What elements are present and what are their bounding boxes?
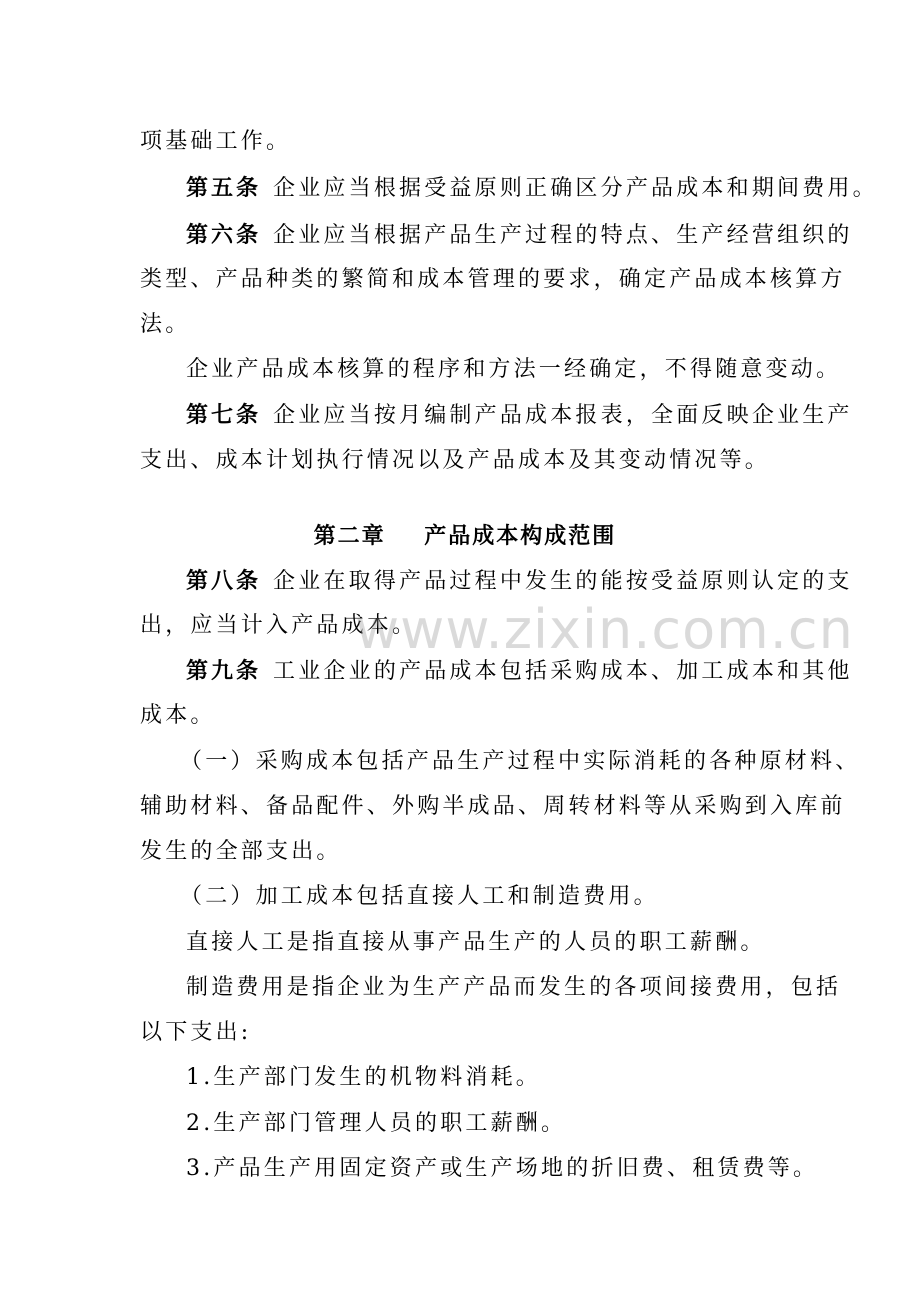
article-9-line-1: 工业企业的产品成本包括采购成本、加工成本和其他	[273, 659, 853, 684]
article-8	[186, 566, 853, 597]
item-2: （二）加工成本包括直接人工和制造费用。	[180, 884, 659, 909]
article-6-label: 第六条	[186, 222, 262, 248]
article-6-line-3: 法。	[140, 312, 191, 337]
article-7-label: 第七条	[186, 402, 262, 428]
paragraph-method-fixed: 企业产品成本核算的程序和方法一经确定，不得随意变动。	[186, 357, 842, 382]
article-6	[186, 220, 853, 251]
article-8-line-1: 企业在取得产品过程中发生的能按受益原则认定的支	[273, 569, 853, 594]
item-1-line-1: （一）采购成本包括产品生产过程中实际消耗的各种原材料、	[180, 749, 861, 774]
list-item-3: 3.产品生产用固定资产或生产场地的折旧费、租赁费等。	[186, 1156, 819, 1181]
watermark: www.zixin.com.cn	[355, 598, 854, 661]
list-item-1: 1.生产部门发生的机物料消耗。	[186, 1065, 541, 1090]
chapter-heading: 第二章 产品成本构成范围	[313, 523, 617, 549]
paragraph-continuation: 项基础工作。	[140, 129, 292, 154]
article-5-label: 第五条	[186, 175, 262, 201]
paragraph-manufacturing-cost-line-2: 以下支出:	[140, 1020, 252, 1045]
article-7	[186, 400, 853, 431]
list-item-2: 2.生产部门管理人员的职工薪酬。	[186, 1111, 567, 1136]
article-6-line-2: 类型、产品种类的繁简和成本管理的要求，确定产品成本核算方	[140, 267, 846, 292]
article-5-text: 企业应当根据受益原则正确区分产品成本和期间费用。	[273, 176, 878, 201]
article-6-line-1: 企业应当根据产品生产过程的特点、生产经营组织的	[273, 223, 853, 248]
paragraph-manufacturing-cost-line-1: 制造费用是指企业为生产产品而发生的各项间接费用，包括	[186, 975, 842, 1000]
paragraph-direct-labor: 直接人工是指直接从事产品生产的人员的职工薪酬。	[186, 930, 766, 955]
article-9-line-2: 成本。	[140, 703, 216, 728]
item-1-line-3: 发生的全部支出。	[140, 839, 342, 864]
article-5	[186, 173, 878, 204]
article-8-label: 第八条	[186, 568, 262, 594]
item-1-line-2: 辅助材料、备品配件、外购半成品、周转材料等从采购到入库前	[140, 794, 846, 819]
article-8-line-2: 出，应当计入产品成本。	[140, 613, 418, 638]
article-7-line-1: 企业应当按月编制产品成本报表，全面反映企业生产	[273, 403, 853, 428]
article-9-label: 第九条	[186, 658, 262, 684]
article-7-line-2: 支出、成本计划执行情况以及产品成本及其变动情况等。	[140, 448, 771, 473]
